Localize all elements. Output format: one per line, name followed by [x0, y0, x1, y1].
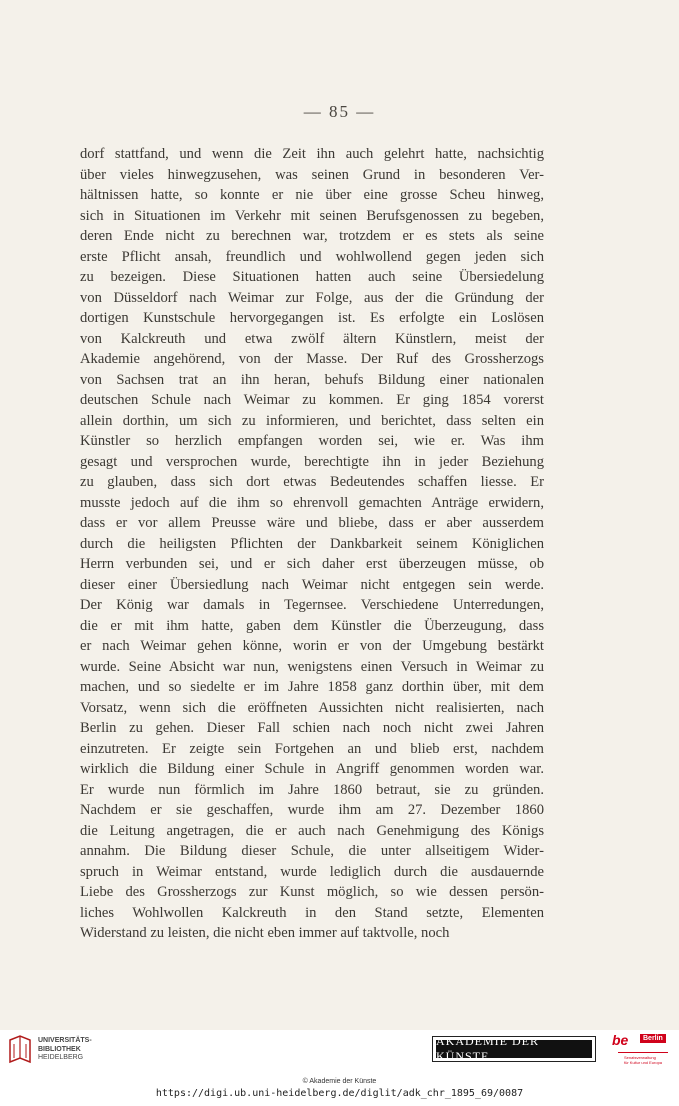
text-line: hältnissen hatte, so konnte er nie über eine grosse Scheu hinweg, [80, 187, 544, 203]
text-line: Vorsatz, wenn sich die eröffneten Aussichten nicht realisierten, nach [80, 699, 544, 716]
text-line: er nach Weimar gehen könne, worin er von der Umgebung bestärkt [80, 638, 544, 654]
text-line: Widerstand zu leisten, die nicht eben immer auf taktvolle, noch [80, 925, 450, 941]
text-line: einzutreten. Er zeigte sein Fortgehen an und blieb erst, nachdem [80, 740, 544, 757]
copyright-notice: © Akademie der Künste [302, 1078, 377, 1085]
berlin-flag: Berlin [640, 1034, 666, 1043]
text-line: dortigen Kunstschule hervorgegangen ist. Es erfolgte ein Loslösen [80, 310, 544, 326]
berlin-logo[interactable] [612, 1032, 672, 1072]
text-line: Er wurde nun förmlich im Jahre 1860 betraut, sie zu gründen. [80, 781, 544, 798]
text-line: von Kalckreuth und etwa zwölf ältern Künstlern, meist der [80, 330, 544, 347]
library-name-line3: HEIDELBERG [38, 1054, 84, 1061]
text-line: durch die heiligsten Pflichten der Dankbarkeit seinem Königlichen [80, 535, 544, 552]
text-line: wirklich die Bildung einer Schule in Angriff genommen worden war. [80, 761, 544, 777]
akademie-logo[interactable] [432, 1036, 596, 1062]
text-line: von Düsseldorf nach Weimar zur Folge, aus der die Gründung der [80, 289, 544, 306]
text-line: deutschen Schule nach Weimar zu kommen. Er ging 1854 vorerst [80, 392, 544, 408]
berlin-subtitle-line1: Senatsverwaltung [624, 1055, 656, 1060]
library-name-line2: BIBLIOTHEK [38, 1045, 81, 1053]
text-line: sich in Situationen im Verkehr mit seinen Berufsgenossen zu begeben, [80, 207, 544, 224]
text-line: von Sachsen trat an ihn heran, behufs Bildung einer nationalen [80, 371, 544, 388]
text-line: deren Ende nicht zu berechnen war, trotzdem er es stets als seine [80, 228, 544, 244]
text-line: Akademie angehörend, von der Masse. Der Ruf des Grossherzogs [80, 351, 544, 367]
page-number: — 85 — [303, 102, 376, 121]
text-line: die er mit ihm hatte, gaben dem Künstler die Überzeugung, dass [80, 617, 544, 634]
berlin-subtitle-line2: für Kultur und Europa [624, 1060, 663, 1065]
permalink-url[interactable]: https://digi.ub.uni-heidelberg.de/diglit/adk_chr_1895_69/0087 [155, 1088, 524, 1099]
text-line: allein dorthin, um sich zu informieren, und berichtet, dass selten ein [80, 412, 544, 429]
text-line: spruch in Weimar entstand, wurde lediglich durch die ausdauernde [80, 863, 544, 880]
library-name[interactable] [38, 1037, 92, 1063]
body-text [80, 144, 544, 944]
text-line: Herrn verbunden sei, und er sich daher erst überzeugen müsse, ob [80, 556, 544, 572]
library-name-line1: UNIVERSITÄTS- [38, 1037, 92, 1044]
text-line: die Leitung angetragen, die er auch nach Genehmigung des Königs [80, 822, 544, 839]
text-line: zu bezeigen. Diese Situationen hatten auch seine Übersiedelung [80, 269, 544, 285]
berlin-divider [618, 1052, 668, 1053]
text-line: Liebe des Grossherzogs zur Kunst möglich, so wie dessen persön- [80, 884, 544, 900]
text-line: dorf stattfand, und wenn die Zeit ihn auch gelehrt hatte, nachsichtig [80, 146, 544, 162]
text-line: Der König war damals in Tegernsee. Verschiedene Unterredungen, [80, 597, 544, 613]
text-line: Künstler so herzlich empfangen worden sei, wie er. Was ihm [80, 433, 544, 449]
library-logo-icon[interactable] [8, 1034, 32, 1064]
berlin-subtitle [624, 1055, 662, 1065]
text-line: Nachdem er sie geschaffen, wurde ihm am 27. Dezember 1860 [80, 802, 544, 818]
text-line: über vieles hinwegzusehen, was seinen Grund in besonderen Ver- [80, 166, 544, 183]
text-line: dieser einer Übersiedlung nach Weimar nicht entgegen sein werde. [80, 576, 544, 593]
text-line: Berlin zu gehen. Dieser Fall schien nach noch nicht zwei Jahren [80, 720, 544, 736]
text-line: musste jedoch auf die ihm so ehrenvoll gemachten Anträge erwidern, [80, 494, 544, 511]
text-line: liches Wohlwollen Kalckreuth in den Stand setzte, Elementen [80, 904, 544, 921]
text-line: zu glauben, dass sich dort etwas Bedeutendes schaffen liesse. Er [80, 474, 544, 490]
text-line: wurde. Seine Absicht war nun, wenigstens einen Versuch in Weimar zu [80, 658, 544, 675]
text-line: annahm. Die Bildung dieser Schule, die unter allseitigem Wider- [80, 843, 544, 859]
akademie-label: AKADEMIE DER KÜNSTE [436, 1040, 592, 1058]
text-line: gesagt und versprochen wurde, berechtigte ihn in jeder Beziehung [80, 453, 544, 470]
text-line: machen, und so siedelte er im Jahre 1858 ganz dorthin über, mit dem [80, 679, 544, 695]
text-line: erste Pflicht ansah, freundlich und wohlwollend gegen jeden sich [80, 248, 544, 265]
berlin-be-mark: be [612, 1032, 629, 1048]
text-line: dass er vor allem Preusse wäre und bliebe, dass er aber ausserdem [80, 515, 544, 531]
